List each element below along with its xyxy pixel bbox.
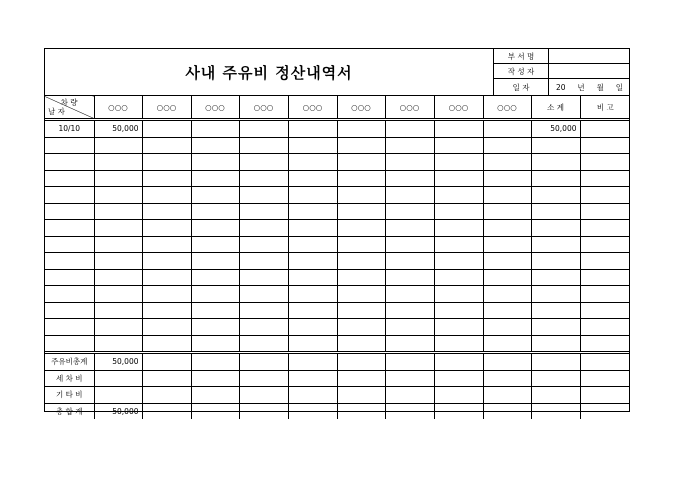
- amount-cell[interactable]: [239, 269, 288, 286]
- remarks-cell[interactable]: [580, 203, 630, 220]
- amount-cell[interactable]: [385, 187, 434, 204]
- amount-cell[interactable]: [288, 370, 337, 387]
- subtotal-cell[interactable]: [531, 403, 580, 419]
- remarks-column-header: 비 고: [580, 96, 630, 120]
- amount-cell[interactable]: [337, 170, 385, 187]
- remarks-cell[interactable]: [580, 137, 630, 154]
- amount-cell[interactable]: [385, 137, 434, 154]
- amount-cell[interactable]: 50,000: [94, 403, 142, 419]
- meta-date-value[interactable]: [550, 79, 629, 95]
- amount-cell[interactable]: [337, 286, 385, 303]
- amount-cell[interactable]: [191, 137, 239, 154]
- remarks-cell[interactable]: [580, 403, 630, 419]
- amount-cell[interactable]: [483, 220, 531, 237]
- summary-row: [45, 353, 630, 371]
- table-row: [45, 286, 630, 303]
- vehicle-column-header: ○○○: [288, 96, 337, 120]
- summary-row: [45, 370, 630, 387]
- subtotal-cell[interactable]: [531, 137, 580, 154]
- subtotal-cell[interactable]: [531, 319, 580, 336]
- amount-cell[interactable]: [94, 302, 142, 319]
- amount-cell[interactable]: [337, 319, 385, 336]
- amount-cell[interactable]: [434, 302, 483, 319]
- table-row: [45, 302, 630, 319]
- amount-cell[interactable]: [483, 253, 531, 270]
- remarks-cell[interactable]: [580, 120, 630, 138]
- amount-cell[interactable]: [142, 220, 191, 237]
- table-row: [45, 319, 630, 336]
- vehicle-column-header: ○○○: [94, 96, 142, 120]
- table-row: [45, 154, 630, 171]
- table-row: [45, 335, 630, 353]
- meta-date-part: 20: [555, 82, 566, 92]
- amount-cell[interactable]: [385, 203, 434, 220]
- amount-cell[interactable]: [483, 302, 531, 319]
- amount-cell[interactable]: [288, 269, 337, 286]
- remarks-cell[interactable]: [580, 220, 630, 237]
- amount-cell[interactable]: [94, 203, 142, 220]
- amount-cell[interactable]: [94, 170, 142, 187]
- vehicle-column-header: ○○○: [239, 96, 288, 120]
- table-row: [45, 203, 630, 220]
- subtotal-cell[interactable]: [531, 253, 580, 270]
- amount-cell[interactable]: [239, 170, 288, 187]
- amount-cell[interactable]: [239, 187, 288, 204]
- amount-cell[interactable]: [142, 120, 191, 138]
- amount-cell[interactable]: [337, 203, 385, 220]
- amount-cell[interactable]: [385, 120, 434, 138]
- meta-row-department: [494, 49, 629, 64]
- amount-cell[interactable]: [94, 253, 142, 270]
- vehicle-column-header: ○○○: [483, 96, 531, 120]
- amount-cell[interactable]: [385, 269, 434, 286]
- amount-cell[interactable]: [385, 253, 434, 270]
- meta-row-date: [494, 79, 629, 95]
- subtotal-cell[interactable]: [531, 170, 580, 187]
- summary-row: [45, 403, 630, 419]
- amount-cell[interactable]: [385, 387, 434, 404]
- amount-cell[interactable]: [239, 236, 288, 253]
- amount-cell[interactable]: [239, 154, 288, 171]
- amount-cell[interactable]: [483, 335, 531, 353]
- subtotal-cell[interactable]: [531, 203, 580, 220]
- amount-cell[interactable]: [239, 387, 288, 404]
- amount-cell[interactable]: [434, 403, 483, 419]
- amount-cell[interactable]: [434, 286, 483, 303]
- amount-cell[interactable]: [191, 120, 239, 138]
- amount-cell[interactable]: [239, 335, 288, 353]
- amount-cell[interactable]: [385, 302, 434, 319]
- amount-cell[interactable]: [239, 286, 288, 303]
- amount-cell[interactable]: [337, 253, 385, 270]
- remarks-cell[interactable]: [580, 154, 630, 171]
- table-row: [45, 170, 630, 187]
- amount-cell[interactable]: [94, 236, 142, 253]
- amount-cell[interactable]: [337, 269, 385, 286]
- amount-cell[interactable]: [239, 253, 288, 270]
- subtotal-cell[interactable]: [531, 269, 580, 286]
- amount-cell[interactable]: [483, 353, 531, 371]
- amount-cell[interactable]: [337, 387, 385, 404]
- amount-cell[interactable]: [434, 187, 483, 204]
- amount-cell[interactable]: [483, 370, 531, 387]
- amount-cell[interactable]: [191, 236, 239, 253]
- subtotal-cell[interactable]: [531, 220, 580, 237]
- meta-label: 부 서 명: [494, 49, 549, 63]
- amount-cell[interactable]: [191, 370, 239, 387]
- subtotal-cell[interactable]: [531, 335, 580, 353]
- table-row: [45, 220, 630, 237]
- remarks-cell[interactable]: [580, 253, 630, 270]
- amount-cell[interactable]: [142, 137, 191, 154]
- amount-cell[interactable]: [94, 335, 142, 353]
- amount-cell[interactable]: [142, 236, 191, 253]
- meta-label: 일 자: [494, 79, 549, 95]
- amount-cell[interactable]: [191, 154, 239, 171]
- page-title: 사내 주유비 정산내역서: [185, 63, 353, 82]
- amount-cell[interactable]: [288, 220, 337, 237]
- amount-cell[interactable]: [385, 319, 434, 336]
- amount-cell[interactable]: [385, 286, 434, 303]
- amount-cell[interactable]: [239, 319, 288, 336]
- date-cell[interactable]: [45, 187, 94, 204]
- date-cell[interactable]: [45, 170, 94, 187]
- summary-label[interactable]: 기 타 비: [45, 387, 94, 404]
- amount-cell[interactable]: [288, 203, 337, 220]
- amount-cell[interactable]: [94, 319, 142, 336]
- amount-cell[interactable]: [483, 403, 531, 419]
- summary-label[interactable]: 총 합 계: [45, 403, 94, 419]
- amount-cell[interactable]: [288, 387, 337, 404]
- amount-cell[interactable]: [239, 403, 288, 419]
- corner-date-label: 날 자: [48, 107, 65, 116]
- table-row: [45, 187, 630, 204]
- amount-cell[interactable]: [142, 203, 191, 220]
- date-cell[interactable]: [45, 335, 94, 353]
- summary-label[interactable]: 세 차 비: [45, 370, 94, 387]
- amount-cell[interactable]: [288, 319, 337, 336]
- amount-cell[interactable]: [94, 154, 142, 171]
- amount-cell[interactable]: [483, 137, 531, 154]
- meta-row-author: [494, 64, 629, 79]
- vehicle-column-header: ○○○: [337, 96, 385, 120]
- amount-cell[interactable]: [288, 253, 337, 270]
- corner-vehicle-label: 차 량: [60, 98, 78, 107]
- date-cell[interactable]: [45, 269, 94, 286]
- subtotal-cell[interactable]: 50,000: [531, 120, 580, 138]
- amount-cell[interactable]: [142, 170, 191, 187]
- subtotal-cell[interactable]: [531, 187, 580, 204]
- subtotal-cell[interactable]: [531, 302, 580, 319]
- vehicle-column-header: ○○○: [385, 96, 434, 120]
- meta-value[interactable]: [550, 49, 629, 63]
- table-row: [45, 120, 630, 138]
- date-cell[interactable]: [45, 302, 94, 319]
- amount-cell[interactable]: [385, 220, 434, 237]
- amount-cell[interactable]: [94, 269, 142, 286]
- amount-cell[interactable]: [94, 137, 142, 154]
- subtotal-cell[interactable]: [531, 236, 580, 253]
- amount-cell[interactable]: [94, 286, 142, 303]
- subtotal-cell[interactable]: [531, 370, 580, 387]
- amount-cell[interactable]: [434, 137, 483, 154]
- subtotal-column-header: 소 계: [531, 96, 580, 120]
- amount-cell[interactable]: [337, 120, 385, 138]
- table-row: [45, 253, 630, 270]
- amount-cell[interactable]: [142, 253, 191, 270]
- meta-date-part: 일: [615, 82, 624, 92]
- amount-cell[interactable]: 50,000: [94, 353, 142, 371]
- amount-cell[interactable]: [434, 253, 483, 270]
- amount-cell[interactable]: [94, 220, 142, 237]
- amount-cell[interactable]: [385, 170, 434, 187]
- amount-cell[interactable]: [191, 253, 239, 270]
- amount-cell[interactable]: [288, 120, 337, 138]
- amount-cell[interactable]: [191, 286, 239, 303]
- amount-cell[interactable]: [191, 170, 239, 187]
- amount-cell[interactable]: [94, 387, 142, 404]
- amount-cell[interactable]: [434, 319, 483, 336]
- amount-cell[interactable]: [288, 170, 337, 187]
- amount-cell[interactable]: [239, 137, 288, 154]
- amount-cell[interactable]: [288, 187, 337, 204]
- amount-cell[interactable]: [191, 319, 239, 336]
- amount-cell[interactable]: [239, 353, 288, 371]
- amount-cell[interactable]: [434, 170, 483, 187]
- amount-cell[interactable]: [483, 286, 531, 303]
- amount-cell[interactable]: [337, 302, 385, 319]
- meta-date-part: 년: [577, 82, 585, 92]
- amount-cell[interactable]: [142, 302, 191, 319]
- amount-cell[interactable]: [239, 302, 288, 319]
- amount-cell[interactable]: [142, 286, 191, 303]
- amount-cell[interactable]: [288, 335, 337, 353]
- subtotal-cell[interactable]: [531, 154, 580, 171]
- amount-cell[interactable]: [142, 387, 191, 404]
- remarks-cell[interactable]: [580, 236, 630, 253]
- remarks-cell[interactable]: [580, 335, 630, 353]
- remarks-cell[interactable]: [580, 269, 630, 286]
- amount-cell[interactable]: [337, 187, 385, 204]
- amount-cell[interactable]: [191, 269, 239, 286]
- amount-cell[interactable]: [142, 353, 191, 371]
- expense-table: [45, 95, 630, 419]
- amount-cell[interactable]: [337, 236, 385, 253]
- amount-cell[interactable]: [385, 236, 434, 253]
- vehicle-column-header: ○○○: [142, 96, 191, 120]
- amount-cell[interactable]: [142, 154, 191, 171]
- amount-cell[interactable]: [385, 154, 434, 171]
- summary-label[interactable]: 주유비총계: [45, 353, 94, 371]
- amount-cell[interactable]: [239, 120, 288, 138]
- amount-cell[interactable]: [483, 269, 531, 286]
- table-row: [45, 236, 630, 253]
- amount-cell[interactable]: [288, 286, 337, 303]
- amount-cell[interactable]: [483, 170, 531, 187]
- amount-cell[interactable]: [191, 187, 239, 204]
- amount-cell[interactable]: [337, 353, 385, 371]
- vehicle-column-header: ○○○: [191, 96, 239, 120]
- date-cell[interactable]: [45, 319, 94, 336]
- title-area: [45, 49, 494, 95]
- amount-cell[interactable]: [94, 370, 142, 387]
- amount-cell[interactable]: [337, 403, 385, 419]
- amount-cell[interactable]: [483, 120, 531, 138]
- amount-cell[interactable]: [142, 335, 191, 353]
- table-row: [45, 269, 630, 286]
- amount-cell[interactable]: [142, 370, 191, 387]
- amount-cell[interactable]: [337, 154, 385, 171]
- date-cell[interactable]: [45, 154, 94, 171]
- amount-cell[interactable]: [337, 137, 385, 154]
- amount-cell[interactable]: [94, 187, 142, 204]
- meta-date-part: 월: [596, 82, 604, 92]
- amount-cell[interactable]: [337, 220, 385, 237]
- amount-cell[interactable]: [191, 203, 239, 220]
- amount-cell[interactable]: [434, 269, 483, 286]
- amount-cell[interactable]: [483, 319, 531, 336]
- header-row: [45, 96, 630, 120]
- meta-label: 작 성 자: [494, 64, 549, 78]
- remarks-cell[interactable]: [580, 187, 630, 204]
- amount-cell[interactable]: [483, 154, 531, 171]
- date-cell[interactable]: [45, 203, 94, 220]
- remarks-cell[interactable]: [580, 319, 630, 336]
- summary-row: [45, 387, 630, 404]
- subtotal-cell[interactable]: [531, 353, 580, 371]
- amount-cell[interactable]: 50,000: [94, 120, 142, 138]
- remarks-cell[interactable]: [580, 170, 630, 187]
- table-row: [45, 137, 630, 154]
- meta-value[interactable]: [550, 64, 629, 78]
- amount-cell[interactable]: [483, 387, 531, 404]
- amount-cell[interactable]: [337, 335, 385, 353]
- expense-sheet: [44, 48, 630, 416]
- amount-cell[interactable]: [239, 370, 288, 387]
- amount-cell[interactable]: [191, 353, 239, 371]
- amount-cell[interactable]: [288, 353, 337, 371]
- amount-cell[interactable]: [288, 302, 337, 319]
- amount-cell[interactable]: [434, 220, 483, 237]
- amount-cell[interactable]: [385, 353, 434, 371]
- remarks-cell[interactable]: [580, 387, 630, 404]
- corner-header: [45, 96, 94, 120]
- amount-cell[interactable]: [385, 335, 434, 353]
- date-cell[interactable]: [45, 137, 94, 154]
- amount-cell[interactable]: [288, 236, 337, 253]
- date-cell[interactable]: [45, 236, 94, 253]
- amount-cell[interactable]: [191, 403, 239, 419]
- amount-cell[interactable]: [142, 403, 191, 419]
- amount-cell[interactable]: [483, 187, 531, 204]
- amount-cell[interactable]: [191, 387, 239, 404]
- subtotal-cell[interactable]: [531, 387, 580, 404]
- amount-cell[interactable]: [142, 269, 191, 286]
- date-cell[interactable]: [45, 253, 94, 270]
- amount-cell[interactable]: [434, 353, 483, 371]
- amount-cell[interactable]: [191, 335, 239, 353]
- amount-cell[interactable]: [191, 220, 239, 237]
- date-cell[interactable]: 10/10: [45, 120, 94, 138]
- approval-info: [494, 49, 631, 95]
- amount-cell[interactable]: [288, 137, 337, 154]
- amount-cell[interactable]: [385, 370, 434, 387]
- amount-cell[interactable]: [434, 335, 483, 353]
- amount-cell[interactable]: [142, 319, 191, 336]
- date-cell[interactable]: [45, 286, 94, 303]
- date-cell[interactable]: [45, 220, 94, 237]
- remarks-cell[interactable]: [580, 286, 630, 303]
- amount-cell[interactable]: [288, 154, 337, 171]
- remarks-cell[interactable]: [580, 353, 630, 371]
- subtotal-cell[interactable]: [531, 286, 580, 303]
- amount-cell[interactable]: [337, 370, 385, 387]
- amount-cell[interactable]: [385, 403, 434, 419]
- amount-cell[interactable]: [483, 236, 531, 253]
- remarks-cell[interactable]: [580, 302, 630, 319]
- vehicle-column-header: ○○○: [434, 96, 483, 120]
- amount-cell[interactable]: [239, 203, 288, 220]
- amount-cell[interactable]: [191, 302, 239, 319]
- amount-cell[interactable]: [142, 187, 191, 204]
- remarks-cell[interactable]: [580, 370, 630, 387]
- amount-cell[interactable]: [434, 120, 483, 138]
- amount-cell[interactable]: [239, 220, 288, 237]
- amount-cell[interactable]: [434, 236, 483, 253]
- amount-cell[interactable]: [434, 387, 483, 404]
- amount-cell[interactable]: [288, 403, 337, 419]
- amount-cell[interactable]: [434, 154, 483, 171]
- amount-cell[interactable]: [434, 370, 483, 387]
- amount-cell[interactable]: [483, 203, 531, 220]
- amount-cell[interactable]: [434, 203, 483, 220]
